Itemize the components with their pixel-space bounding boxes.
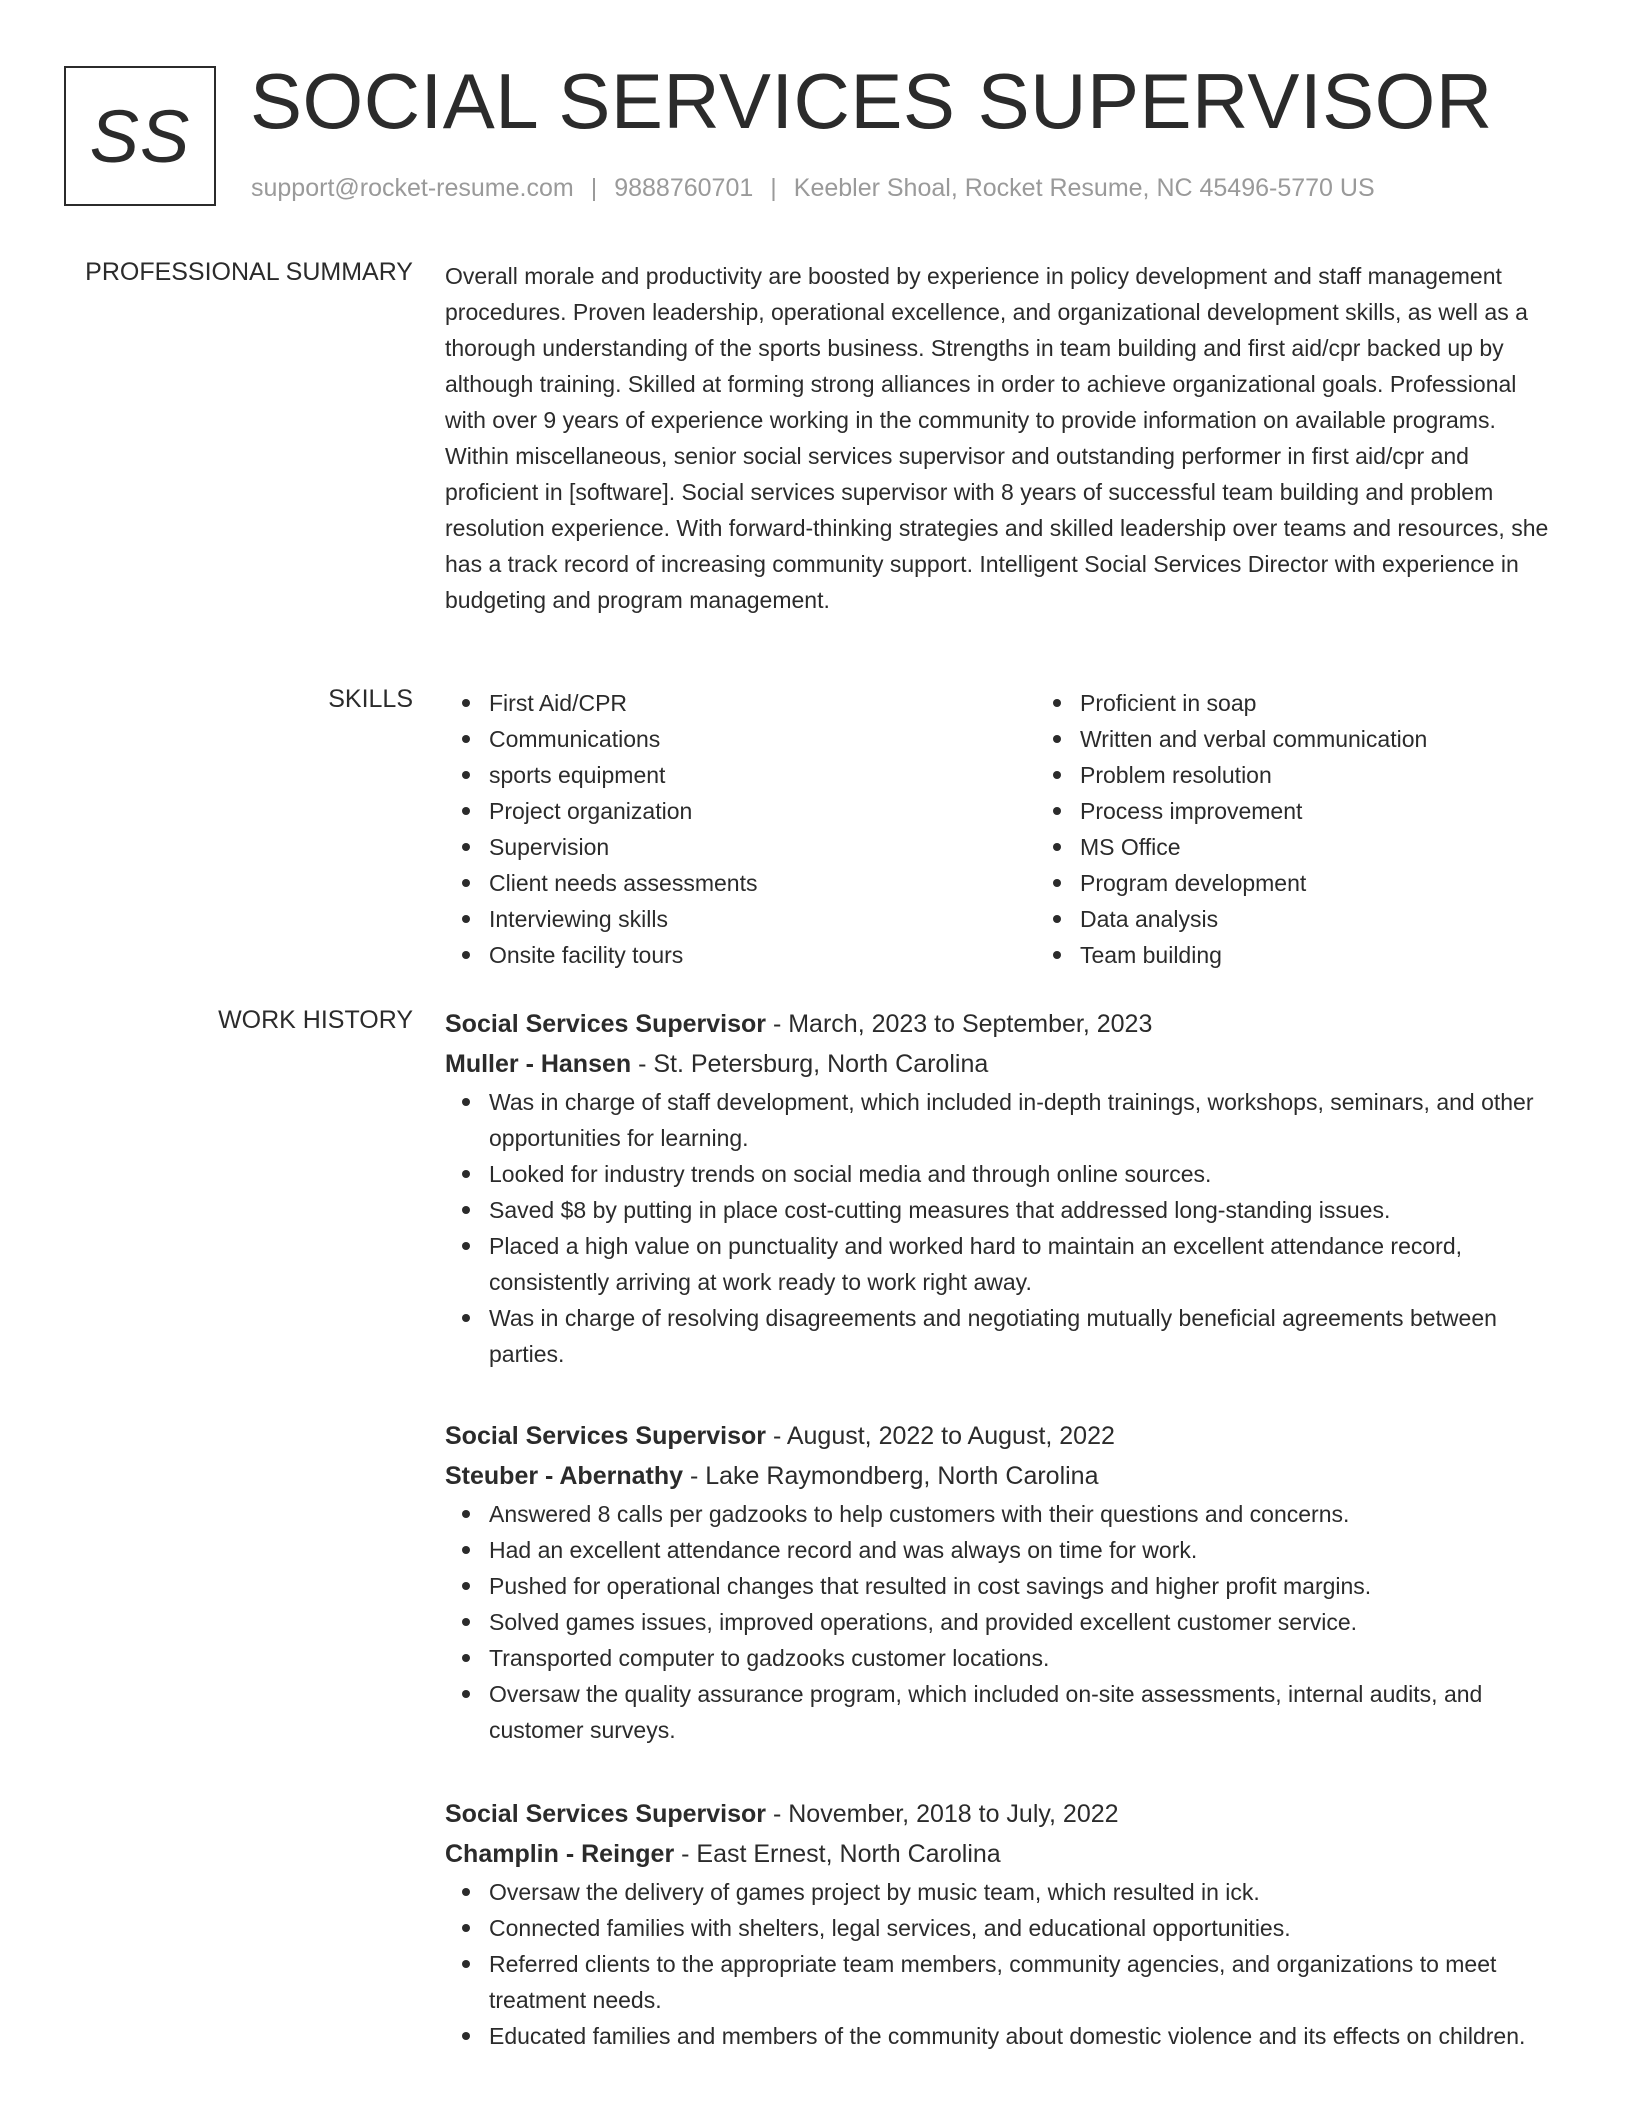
job-title: Social Services Supervisor [445,1010,767,1038]
job-duty: Placed a high value on punctuality and worked hard to maintain an excellent attendance record, consistently arriving at work ready to work right away. [489,1228,1557,1300]
job-duty: Educated families and members of the community about domestic violence and its effects on children. [489,2018,1557,2054]
skill-item: sports equipment [489,757,992,793]
section-heading: SKILLS [328,685,413,713]
job-title-line [445,1416,1557,1456]
job-duty: Was in charge of staff development, which included in-depth trainings, workshops, seminars, and other opportunities for learning. [489,1084,1557,1156]
skill-item: Project organization [489,793,992,829]
job-duty: Oversaw the quality assurance program, which included on-site assessments, internal audits, and customer surveys. [489,1676,1557,1748]
job-duty: Answered 8 calls per gadzooks to help customers with their questions and concerns. [489,1496,1557,1532]
skills-list-left [445,685,992,973]
skills-body [445,685,1557,973]
skill-item: Problem resolution [1080,757,1583,793]
job-duty: Transported computer to gadzooks customer locations. [489,1640,1557,1676]
job-body [445,1416,1557,1748]
summary-body [445,258,1557,618]
contact-address: Keebler Shoal, Rocket Resume, NC 45496-5770 US [793,174,1375,202]
skill-item: Program development [1080,865,1583,901]
job-title: Social Services Supervisor [445,1800,767,1828]
job-duties-list [445,1084,1557,1372]
skills-columns [445,685,1557,973]
job-company: Champlin - Reinger [445,1840,675,1868]
job-duty: Referred clients to the appropriate team members, community agencies, and organizations to meet treatment needs. [489,1946,1557,2018]
job-company-line [445,1834,1557,1874]
job-duties-list [445,1496,1557,1748]
job-title-line [445,1004,1557,1044]
skills-list-right [1036,685,1583,973]
job-dates: - November, 2018 to July, 2022 [766,1800,1119,1828]
job-duties-list [445,1874,1557,2054]
skill-item: First Aid/CPR [489,685,992,721]
job-body [445,1794,1557,2054]
skill-item: Onsite facility tours [489,937,992,973]
skill-item: MS Office [1080,829,1583,865]
resume-title: SOCIAL SERVICES SUPERVISOR [250,57,1493,145]
contact-separator: | [590,174,598,202]
job-duty: Was in charge of resolving disagreements and negotiating mutually beneficial agreements between parties. [489,1300,1557,1372]
contact-separator: | [770,174,777,202]
job-duty: Solved games issues, improved operations, and provided excellent customer service. [489,1604,1557,1640]
job-company: Muller - Hansen [445,1050,632,1078]
job-duty: Connected families with shelters, legal services, and educational opportunities. [489,1910,1557,1946]
job-company-line [445,1456,1557,1496]
skill-item: Team building [1080,937,1583,973]
contact-email[interactable]: support@rocket-resume.com [251,174,574,202]
job-location: - East Ernest, North Carolina [674,1840,1001,1868]
job-duty: Oversaw the delivery of games project by music team, which resulted in ick. [489,1874,1557,1910]
job-body [445,1004,1557,1372]
job-company: Steuber - Abernathy [445,1462,684,1490]
skill-item: Data analysis [1080,901,1583,937]
skill-item: Supervision [489,829,992,865]
job-dates: - August, 2022 to August, 2022 [766,1422,1115,1450]
job-title: Social Services Supervisor [445,1422,767,1450]
skill-item: Communications [489,721,992,757]
job-company-line [445,1044,1557,1084]
contact-phone[interactable]: 9888760701 [614,174,754,202]
monogram-badge: SS [64,66,216,206]
section-heading: PROFESSIONAL SUMMARY [85,258,413,286]
job-duty: Looked for industry trends on social media and through online sources. [489,1156,1557,1192]
skill-item: Written and verbal communication [1080,721,1583,757]
job-duty: Saved $8 by putting in place cost-cutting measures that addressed long-standing issues. [489,1192,1557,1228]
skill-item: Proficient in soap [1080,685,1583,721]
skill-item: Client needs assessments [489,865,992,901]
skill-item: Interviewing skills [489,901,992,937]
job-dates: - March, 2023 to September, 2023 [766,1010,1153,1038]
job-duty: Had an excellent attendance record and was always on time for work. [489,1532,1557,1568]
skill-item: Process improvement [1080,793,1583,829]
job-location: - St. Petersburg, North Carolina [631,1050,989,1078]
job-location: - Lake Raymondberg, North Carolina [683,1462,1099,1490]
summary-text: Overall morale and productivity are boosted by experience in policy development and staff management procedures. Proven leadership, operational excellence, and organizational development skills, as well as a thorough understanding of the sports business. Strengths in team building and first aid/cpr backed up by although training. Skilled at forming strong alliances in order to achieve organizational goals. Professional with over 9 years of experience working in the community to provide information on available programs. Within miscellaneous, senior social services supervisor and outstanding performer in first aid/cpr and proficient in [software]. Social services supervisor with 8 years of successful team building and problem resolution experience. With forward-thinking strategies and skilled leadership over teams and resources, she has a track record of increasing community support. Intelligent Social Services Director with experience in budgeting and program management. [445,263,1549,613]
job-title-line [445,1794,1557,1834]
contact-line [251,174,1375,203]
job-duty: Pushed for operational changes that resulted in cost savings and higher profit margins. [489,1568,1557,1604]
section-heading: WORK HISTORY [218,1006,413,1034]
